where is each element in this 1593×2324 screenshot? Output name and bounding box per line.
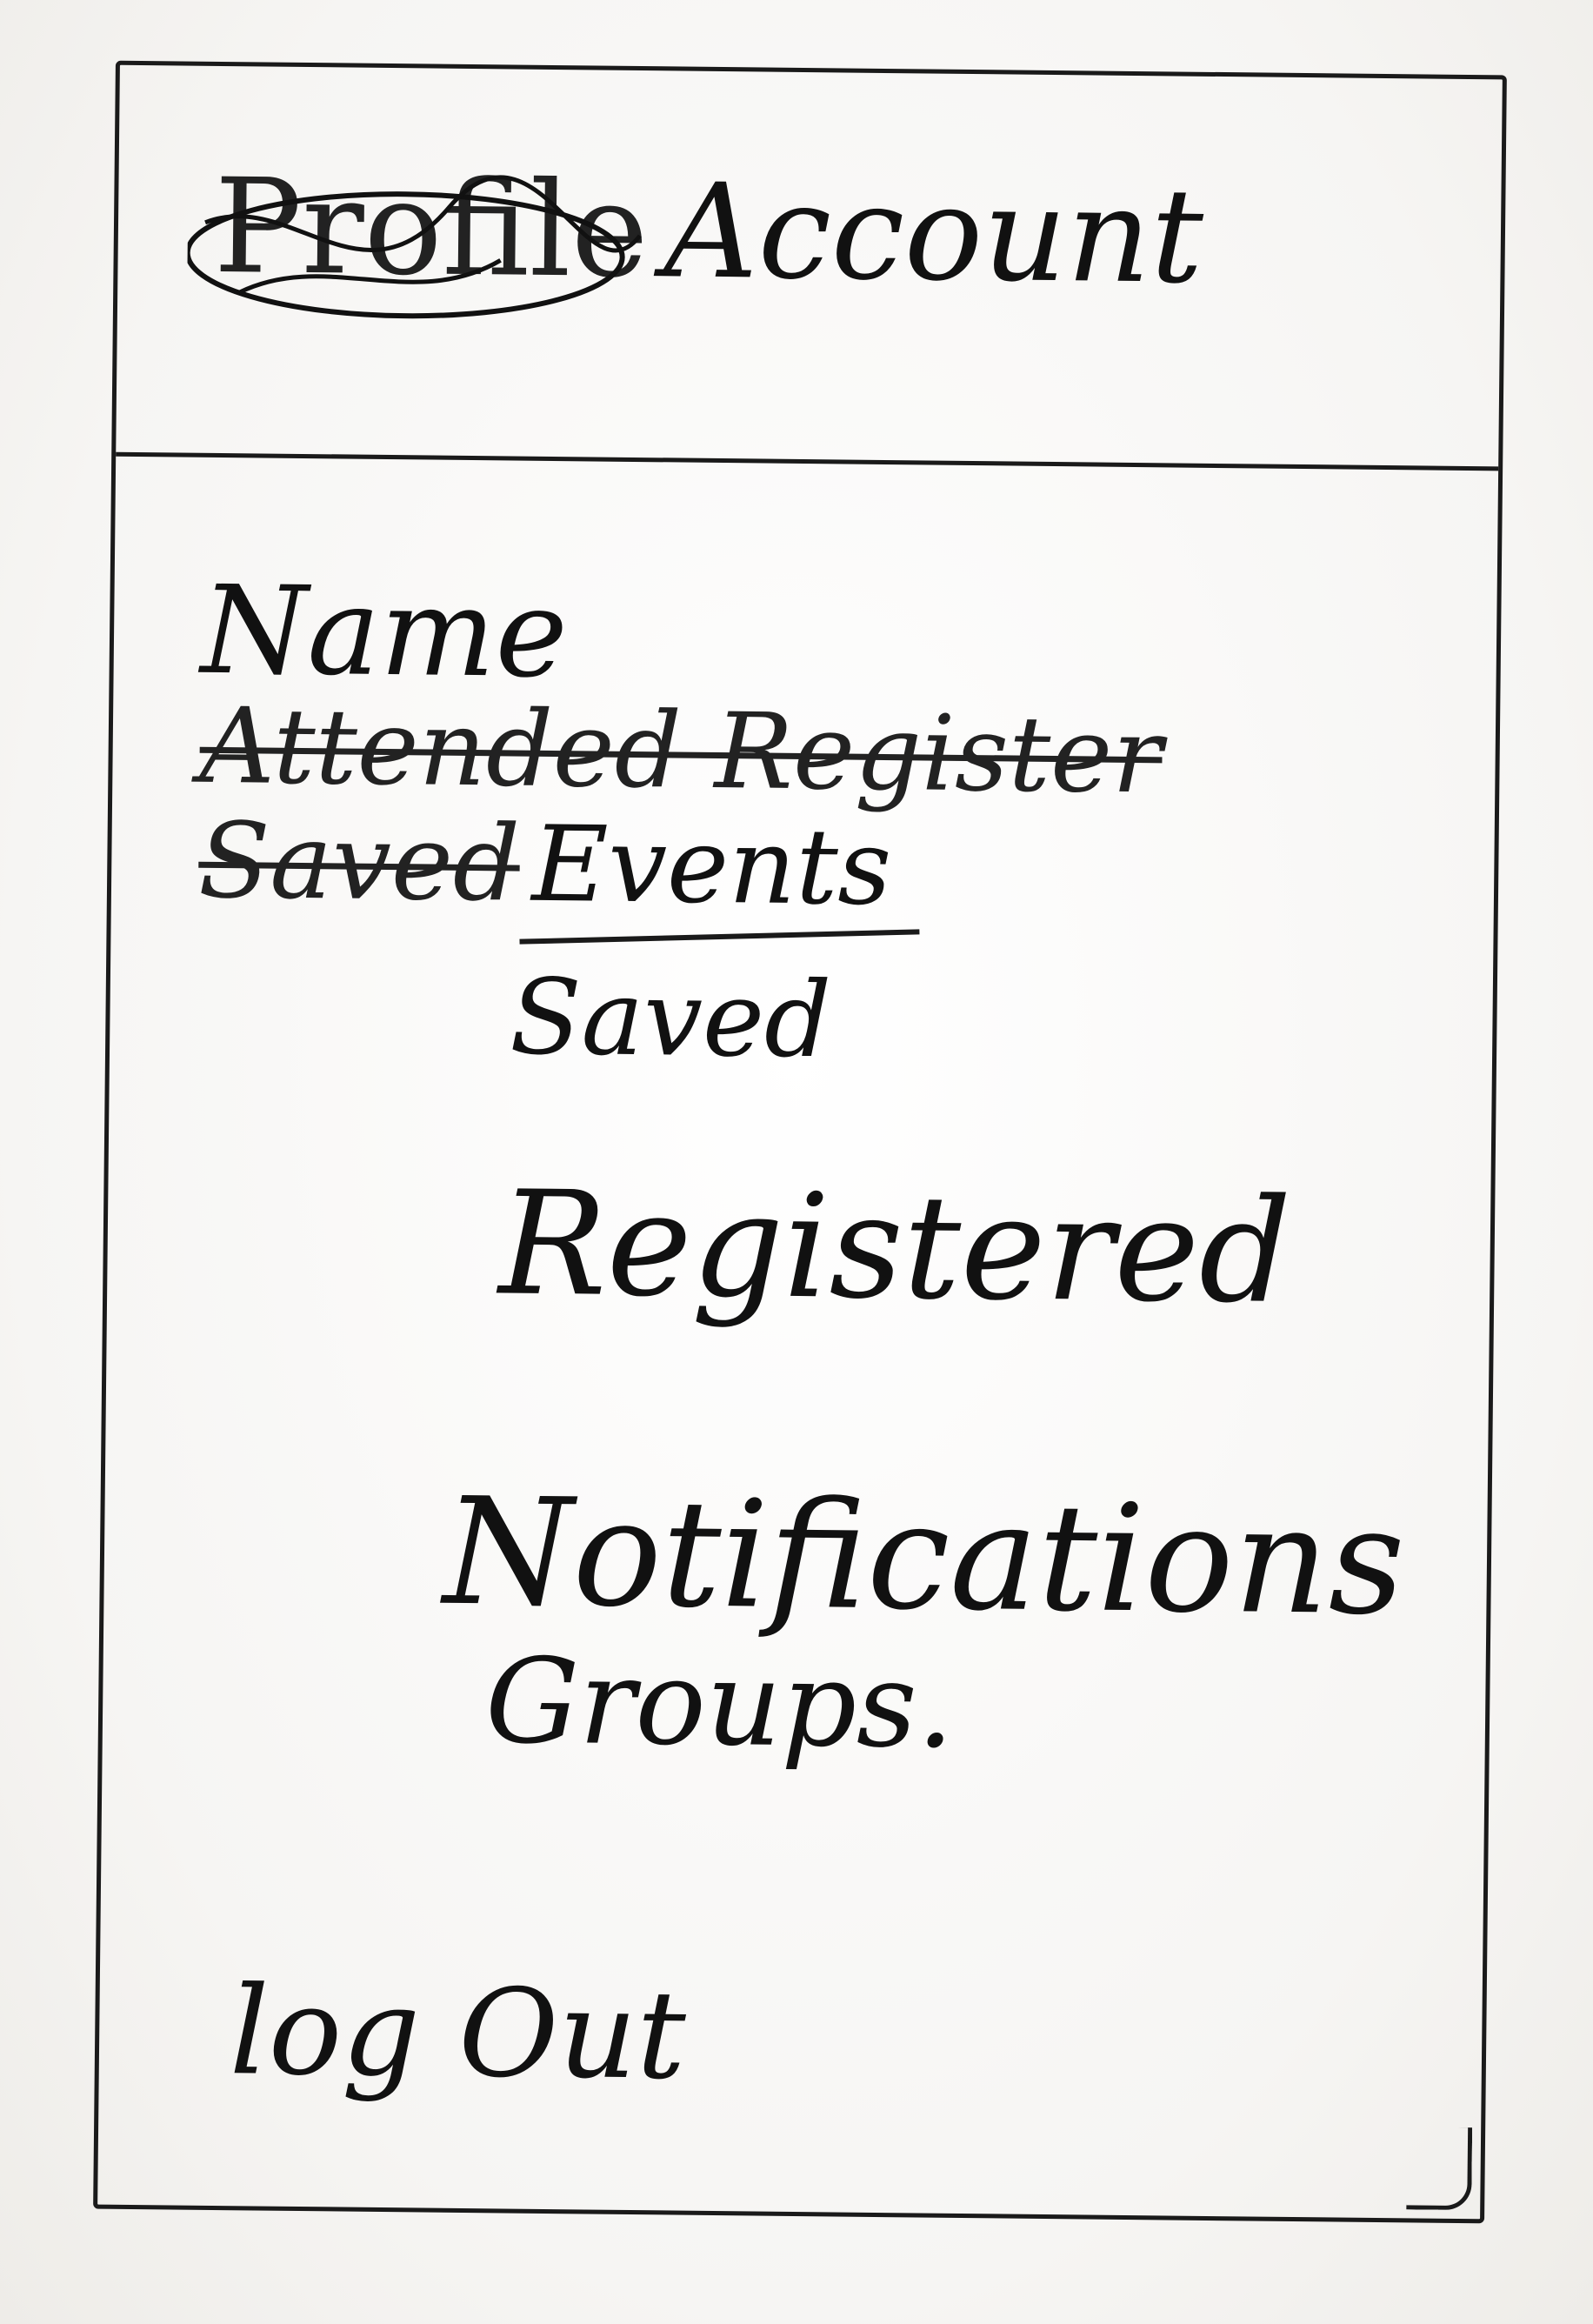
struck-out-heading: Attended Register — [198, 685, 1163, 818]
menu-item-registered[interactable]: Registered — [497, 1159, 1292, 1335]
events-menu — [407, 957, 1416, 1774]
struck-out-title-word: Profile — [213, 162, 649, 297]
user-name-label: Name — [200, 559, 569, 706]
phone-screen-frame — [93, 61, 1507, 2224]
events-underline — [519, 929, 919, 944]
logout-button[interactable]: log Out — [229, 1960, 687, 2107]
page-title-text: Account — [663, 156, 1204, 313]
header-bar — [116, 65, 1503, 471]
events-section-heading — [197, 800, 1416, 930]
struck-out-heading-word: Saved — [197, 800, 521, 925]
menu-item-notifications[interactable]: Notifications — [442, 1466, 1406, 1649]
events-title: Events — [530, 804, 892, 930]
menu-item-groups[interactable]: Groups. — [484, 1633, 956, 1774]
menu-item-saved[interactable]: Saved — [509, 957, 832, 1082]
page-curl-icon — [1406, 2127, 1472, 2210]
profile-content — [189, 559, 1418, 1786]
page-title — [213, 150, 1204, 313]
